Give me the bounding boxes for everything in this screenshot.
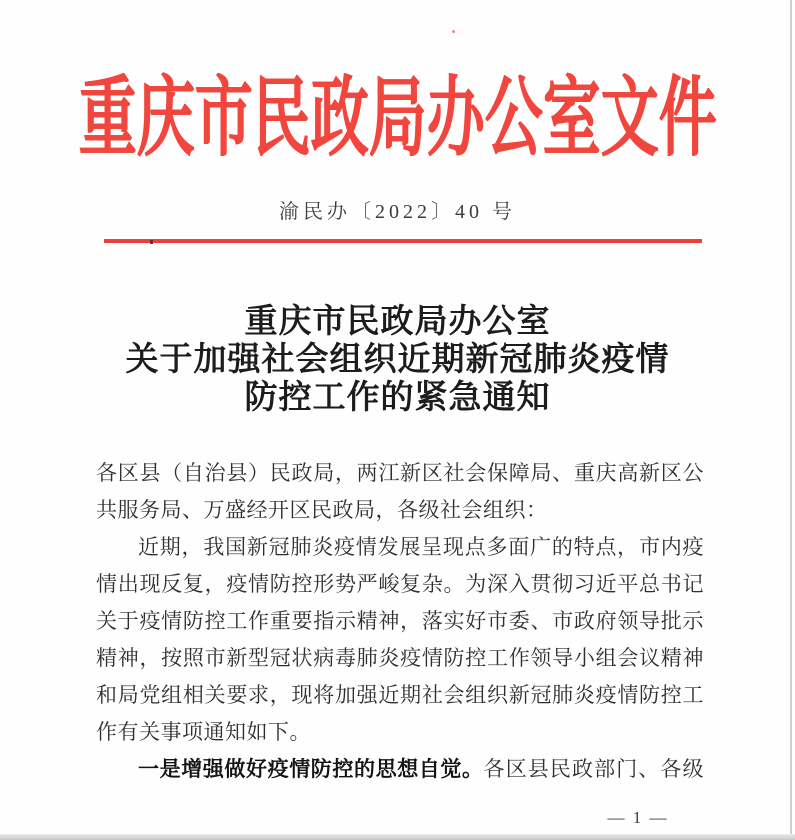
item-heading-bold-segment: 一是增强做好疫情防控的思想自觉。 [138,758,484,781]
document-title-line-3: 防控工作的紧急通知 [244,380,551,416]
body-line-para-2: 情出现反复，疫情防控形势严峻复杂。为深入贯彻习近平总书记 [96,572,704,596]
scan-edge-right [790,0,792,840]
document-title-line-2: 关于加强社会组织近期新冠肺炎疫情 [125,342,670,378]
body-line-para-1: 近期，我国新冠肺炎疫情发展呈现点多面广的特点，市内疫 [138,535,704,559]
document-body [96,455,704,788]
document-number: 渝民办〔2022〕40 号 [279,201,516,223]
body-line-salutation-1: 各区县（自治县）民政局，两江新区社会保障局、重庆高新区公 [96,461,704,485]
scan-edge-bottom [0,834,795,840]
document-title [0,303,795,417]
body-line-salutation-2: 共服务局、万盛经开区民政局，各级社会组织： [96,498,548,522]
body-line-para-3: 关于疫情防控工作重要指示精神，落实好市委、市政府领导批示 [96,609,704,633]
scan-speck [452,30,455,33]
document-title-line-1: 重庆市民政局办公室 [244,304,551,340]
body-line-para-4: 精神，按照市新型冠状病毒肺炎疫情防控工作领导小组会议精神 [96,646,704,670]
body-line-para-6: 作有关事项通知如下。 [96,720,311,744]
scan-speck [150,240,153,244]
red-header-banner [0,62,795,167]
item-heading-regular-segment: 各区县民政部门、各级 [483,757,705,781]
red-separator-rule [104,239,702,243]
body-line-item-heading [96,751,704,788]
page-number: — 1 — [607,808,669,827]
issuing-org-title: 重庆市民政局办公室文件 [78,69,717,167]
body-line-para-5: 和局党组相关要求，现将加强近期社会组织新冠肺炎疫情防控工 [96,683,704,707]
